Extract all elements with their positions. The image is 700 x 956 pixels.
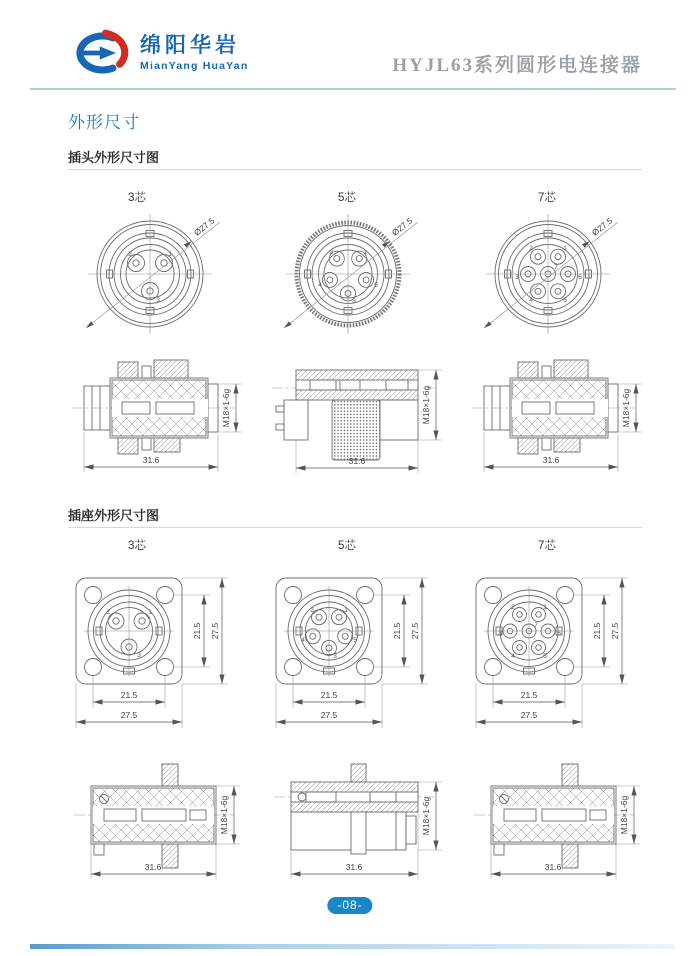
dim-label-thread: M18×1-6g: [621, 388, 631, 428]
document-title: HYJL63系列圆形电连接器: [392, 55, 642, 76]
pin-label: 5: [563, 297, 567, 304]
dim-label-thread: M18×1-6g: [421, 796, 431, 836]
pin-label: 2: [329, 249, 333, 256]
dim-label-thread: M18×1-6g: [421, 385, 431, 425]
company-logo: [62, 28, 248, 78]
socket-heading-divider: [68, 527, 642, 528]
dim-label-thread: M18×1-6g: [219, 795, 229, 835]
plug-side-5core-body: [276, 370, 418, 460]
footer-accent-bar: [30, 944, 675, 949]
pin-label: 2: [128, 251, 132, 258]
socket-front-5core-drawing: [264, 568, 454, 736]
pin-label: 2: [529, 245, 533, 252]
pin-label: 4: [318, 282, 322, 289]
socket-front-7core-extension-lines: [476, 578, 628, 728]
pin-label: 1: [363, 249, 367, 256]
pin-label: 3: [333, 653, 337, 660]
section-title: 外形尺寸: [68, 113, 140, 132]
socket-col-label-3core: 3芯: [128, 540, 146, 552]
pin-label: 1: [344, 607, 348, 614]
dim-label-flange-size: 27.5: [320, 710, 338, 720]
plug-section-heading: 插头外形尺寸图: [68, 150, 160, 165]
page-number-badge: -08-: [327, 897, 372, 914]
dim-label-flange-size: 27.5: [610, 622, 620, 640]
dim-label-thread: M18×1-6g: [619, 795, 629, 835]
dim-label-hole-spacing: 21.5: [120, 690, 138, 700]
dim-label-flange-size: 27.5: [210, 622, 220, 640]
plug-side-3core-drawing: [66, 336, 251, 484]
plug-front-3core-drawing: [70, 206, 245, 338]
plug-side-7core-body: [484, 360, 618, 454]
logo-company-name: 绵阳华岩: [140, 34, 240, 58]
dim-label-length: 31.6: [348, 456, 366, 466]
plug-col-label-3core: 3芯: [128, 192, 146, 204]
pin-label: 6: [557, 630, 561, 637]
pin-label: 3: [156, 297, 160, 304]
socket-front-7core-drawing: [464, 568, 654, 736]
socket-front-3core-drawing: [64, 568, 254, 736]
socket-side-5core-body: [291, 764, 418, 854]
dim-label-flange-size: 27.5: [520, 710, 538, 720]
pin-label: 4: [301, 637, 305, 644]
plug-side-3core-body: [84, 360, 218, 454]
socket-side-3core-body: [91, 764, 216, 868]
pin-label: 1: [148, 609, 152, 616]
pin-label: 7: [554, 264, 558, 271]
dim-label-hole-spacing: 21.5: [320, 690, 338, 700]
dim-label-flange-size: 27.5: [120, 710, 138, 720]
plug-heading-divider: [68, 169, 642, 170]
pin-label: 3: [352, 298, 356, 305]
logo-icon: [62, 28, 130, 78]
dim-label-thread: M18×1-6g: [221, 388, 231, 428]
pin-label: 5: [374, 282, 378, 289]
socket-side-5core-drawing: [266, 742, 451, 890]
socket-side-3core-drawing: [66, 742, 251, 890]
socket-front-5core-axes: [284, 586, 374, 676]
dim-label-length: 31.6: [144, 862, 162, 872]
dim-label-diameter: Ø27.5: [389, 215, 415, 238]
pin-label: 6: [578, 274, 582, 281]
socket-front-3core-axes: [84, 586, 174, 676]
plug-side-7core-drawing: [466, 336, 651, 484]
dim-label-length: 31.6: [142, 455, 160, 465]
socket-side-7core-drawing: [466, 742, 651, 890]
dim-label-diameter: Ø27.5: [191, 215, 217, 238]
socket-front-3core-extension-lines: [76, 578, 228, 728]
socket-col-label-5core: 5芯: [338, 540, 356, 552]
socket-section-heading: 插座外形尺寸图: [68, 508, 160, 523]
pin-label: 3: [515, 274, 519, 281]
dim-label-hole-spacing: 21.5: [192, 622, 202, 640]
plug-col-label-5core: 5芯: [338, 192, 356, 204]
pin-label: 3: [498, 630, 502, 637]
pin-label: 5: [543, 653, 547, 660]
pin-label: 3: [137, 652, 141, 659]
pin-label: 7: [534, 622, 538, 629]
pin-label: 4: [511, 653, 515, 660]
plug-side-5core-drawing: [266, 336, 451, 484]
dim-label-flange-size: 27.5: [410, 622, 420, 640]
pin-label: 2: [310, 607, 314, 614]
dim-label-hole-spacing: 21.5: [520, 690, 538, 700]
logo-company-name-en: MianYang HuaYan: [140, 59, 249, 72]
dim-label-length: 31.6: [542, 455, 560, 465]
socket-front-5core-extension-lines: [276, 578, 428, 728]
plug-front-7core-drawing: [468, 206, 643, 338]
dim-label-hole-spacing: 21.5: [392, 622, 402, 640]
pin-label: 2: [106, 609, 110, 616]
socket-side-7core-body: [491, 764, 616, 868]
pin-label: 1: [168, 251, 172, 258]
logo-text: [140, 34, 248, 71]
dim-label-diameter: Ø27.5: [589, 215, 615, 238]
pin-label: 2: [511, 604, 515, 611]
socket-col-label-7core: 7芯: [538, 540, 556, 552]
plug-front-5core-drawing: [268, 206, 443, 338]
pin-label: 4: [529, 297, 533, 304]
dim-label-hole-spacing: 21.5: [592, 622, 602, 640]
plug-col-label-7core: 7芯: [538, 192, 556, 204]
header-divider: [30, 88, 676, 90]
pin-label: 1: [563, 245, 567, 252]
pin-label: 5: [353, 637, 357, 644]
pin-label: 1: [543, 604, 547, 611]
dim-label-length: 31.6: [544, 862, 562, 872]
dim-label-length: 31.6: [345, 862, 363, 872]
